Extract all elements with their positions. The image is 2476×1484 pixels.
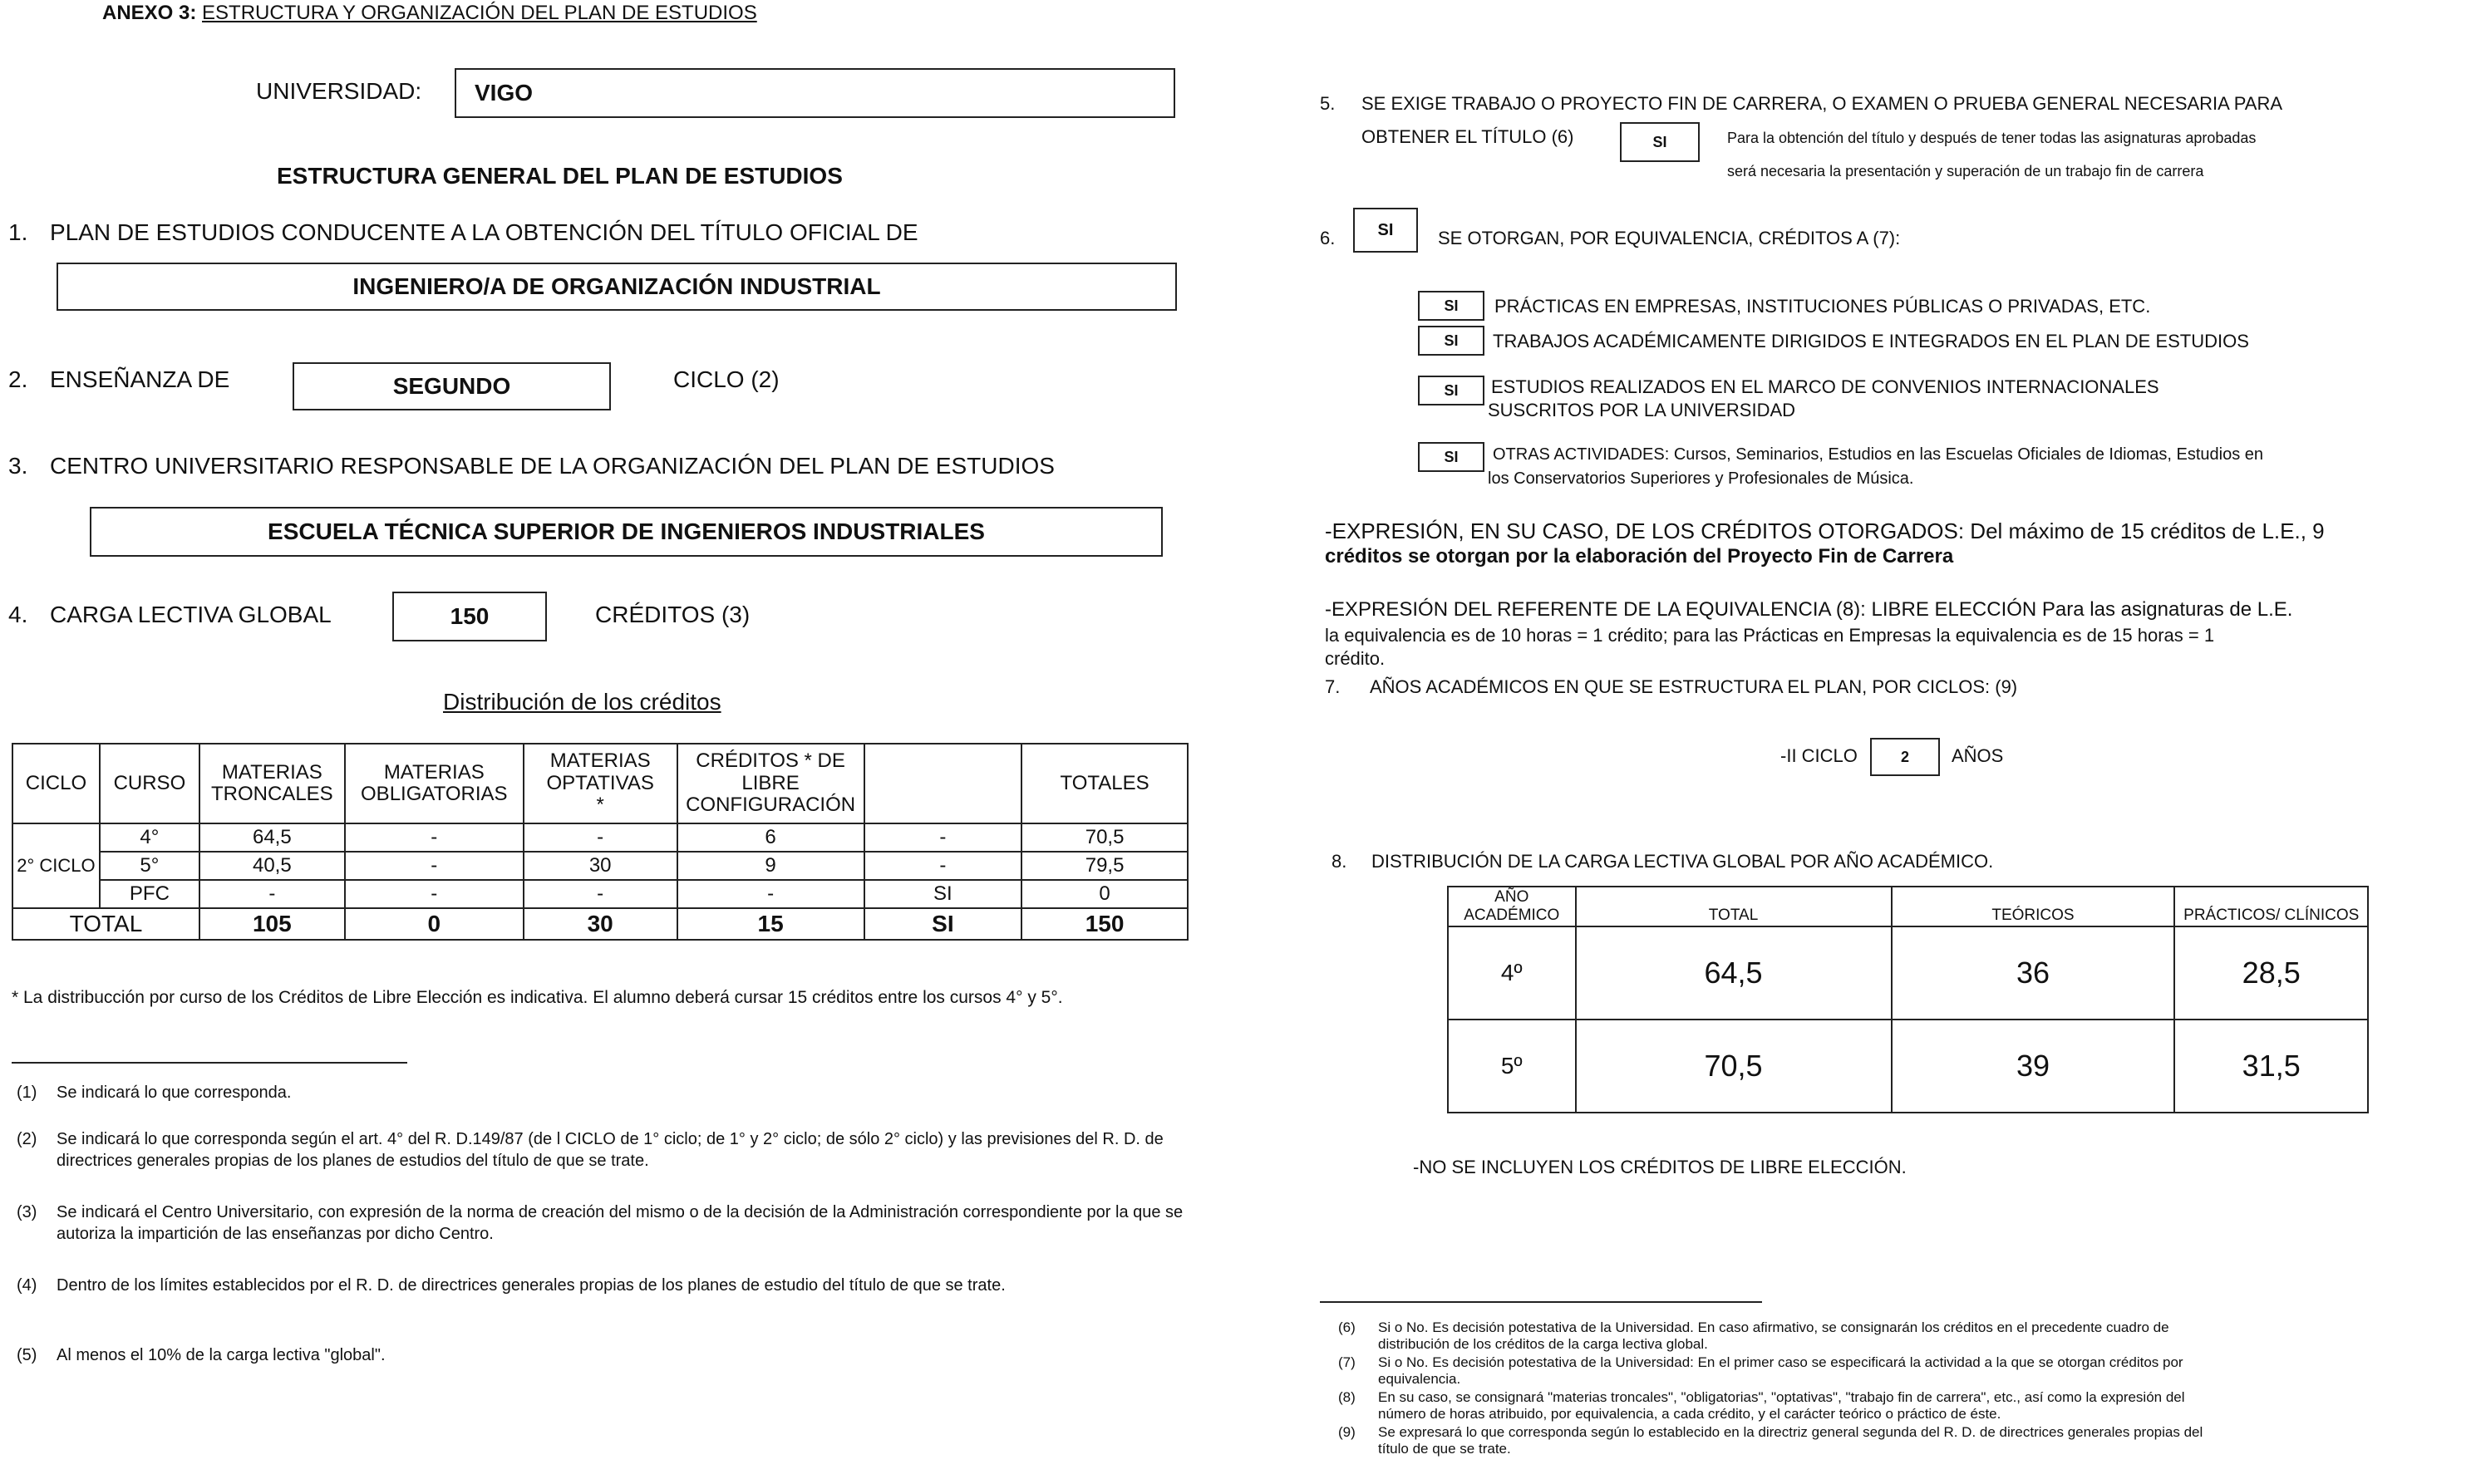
year-table: [1447, 886, 2369, 1113]
footnote-text: Se indicará el Centro Universitario, con expresión de la norma de creación del mismo o de la decisión de la Administración correspondiente por la que se autoriza la impartición de las enseñanzas por dicho Centro.: [57, 1203, 1184, 1243]
item2-suffix: CICLO (2): [673, 366, 780, 392]
footnote-number: (2): [17, 1130, 37, 1148]
item6-option-2-box: [1418, 326, 1484, 356]
item3-num: 3.: [8, 453, 28, 479]
footnote-text: Si o No. Es decisión potestativa de la Universidad. En caso afirmativo, se consignarán los créditos en el precedente cuadro de: [1378, 1319, 2169, 1335]
table-cell: 4º: [1448, 926, 1576, 1020]
item3-text: CENTRO UNIVERSITARIO RESPONSABLE DE LA ORGANIZACIÓN DEL PLAN DE ESTUDIOS: [50, 453, 1055, 479]
item1-num: 1.: [8, 219, 28, 245]
table-cell: 30: [524, 852, 677, 880]
expresion2-line3: crédito.: [1325, 648, 1386, 669]
footnote-text: Se indicará lo que corresponda según el art. 4° del R. D.149/87 (de l CICLO de 1° ciclo; de 1° y 2° ciclo; de sólo 2° ciclo) y las previsiones del R. D. de directrices generales propias de los planes de estudios del título de que se trate.: [57, 1130, 1164, 1170]
item6-option-4-box: [1418, 442, 1484, 472]
table-cell: 70,5: [1021, 823, 1188, 852]
table-cell: PFC: [100, 880, 199, 908]
table-cell: 5°: [100, 852, 199, 880]
item2-num: 2.: [8, 366, 28, 392]
item5-note1: Para la obtención del título y después de tener todas las asignaturas aprobadas: [1727, 130, 2257, 146]
header-curso: CURSO: [100, 744, 199, 823]
footnote-text-2: equivalencia.: [1378, 1371, 1461, 1387]
table-cell: 4°: [100, 823, 199, 852]
item4-num: 4.: [8, 602, 28, 627]
item6-option-2-value: SI: [1444, 332, 1459, 349]
universidad-label: UNIVERSIDAD:: [256, 78, 422, 104]
item2-label: ENSEÑANZA DE: [50, 366, 230, 392]
footnote-number: (3): [17, 1203, 37, 1221]
item6-option-3-value: SI: [1444, 381, 1459, 399]
item3-value-text: ESCUELA TÉCNICA SUPERIOR DE INGENIEROS INDUSTRIALES: [268, 518, 985, 544]
item2-value: [293, 362, 611, 410]
header-ciclo: CICLO: [12, 744, 100, 823]
table-cell: -: [345, 880, 524, 908]
cycle-label: 2° CICLO: [12, 823, 100, 908]
item6-option-4-value: SI: [1444, 448, 1459, 465]
distribution-title: Distribución de los créditos: [443, 689, 721, 715]
total-cell: 150: [1021, 908, 1188, 940]
item6-text: SE OTORGAN, POR EQUIVALENCIA, CRÉDITOS A (7):: [1438, 228, 1901, 248]
table-cell: 0: [1021, 880, 1188, 908]
header-teoricos: TEÓRICOS: [1892, 887, 2175, 926]
item6-option-1-text: PRÁCTICAS EN EMPRESAS, INSTITUCIONES PÚBLICAS O PRIVADAS, ETC.: [1494, 296, 2151, 317]
table-cell: 64,5: [199, 823, 345, 852]
left-footnote-1: [17, 1082, 1197, 1103]
item7-value-text: 2: [1900, 748, 1909, 765]
item6-option-3-box: [1418, 376, 1484, 405]
table-cell: 9: [677, 852, 864, 880]
right-footnote-7: [1338, 1354, 2470, 1388]
credits-table-header: [12, 744, 1188, 823]
footnote-text-2: distribución de los créditos de la carga lectiva global.: [1378, 1336, 1708, 1352]
item5-line1: SE EXIGE TRABAJO O PROYECTO FIN DE CARRERA, O EXAMEN O PRUEBA GENERAL NECESARIA PARA: [1361, 93, 2283, 114]
item2-value-text: SEGUNDO: [392, 373, 511, 399]
item6-option-4-text2: los Conservatorios Superiores y Profesionales de Música.: [1488, 469, 1914, 488]
left-footnote-rule: [12, 1062, 407, 1064]
expresion1-line1: -EXPRESIÓN, EN SU CASO, DE LOS CRÉDITOS OTORGADOS: Del máximo de 15 créditos de L.E., 9: [1325, 518, 2325, 543]
right-footnote-9: [1338, 1424, 2470, 1457]
item8-note: -NO SE INCLUYEN LOS CRÉDITOS DE LIBRE ELECCIÓN.: [1413, 1157, 1907, 1177]
footnote-number: (1): [17, 1084, 37, 1102]
table-cell: 28,5: [2174, 926, 2368, 1020]
footnote-number: (5): [17, 1346, 37, 1364]
universidad-value: [455, 68, 1175, 118]
item1-text: PLAN DE ESTUDIOS CONDUCENTE A LA OBTENCIÓN DEL TÍTULO OFICIAL DE: [50, 219, 918, 245]
item6-option-3-text: ESTUDIOS REALIZADOS EN EL MARCO DE CONVENIOS INTERNACIONALES: [1491, 376, 2159, 397]
item6-option-2-text: TRABAJOS ACADÉMICAMENTE DIRIGIDOS E INTEGRADOS EN EL PLAN DE ESTUDIOS: [1493, 331, 2249, 351]
table-cell: -: [864, 852, 1022, 880]
header-optativas: [524, 744, 677, 823]
item6-option-1-value: SI: [1444, 297, 1459, 314]
footnote-text: Se expresará lo que corresponda según lo establecido en la directriz general segunda del R. D. de directrices generales propias del: [1378, 1424, 2203, 1440]
item5-note2: será necesaria la presentación y superación de un trabajo fin de carrera: [1727, 163, 2204, 179]
left-footnote-2: [17, 1128, 1197, 1172]
footnote-text: En su caso, se consignará "materias troncales", "obligatorias", "optativas", "trabajo fin de carrera", etc., así como la expresión del: [1378, 1389, 2185, 1405]
table-cell: -: [345, 852, 524, 880]
table-cell: 79,5: [1021, 852, 1188, 880]
total-row: [12, 908, 1188, 940]
footnote-number: (7): [1338, 1354, 1356, 1370]
table-cell: -: [345, 823, 524, 852]
footnote-text: Si o No. Es decisión potestativa de la Universidad: En el primer caso se especificará la actividad a la que se otorgan créditos por: [1378, 1354, 2183, 1370]
table-cell: 64,5: [1576, 926, 1892, 1020]
right-footnote-8: [1338, 1389, 2470, 1423]
header-practicos: PRÁCTICOS/ CLÍNICOS: [2174, 887, 2368, 926]
total-cell: 105: [199, 908, 345, 940]
item3-value: [90, 507, 1163, 557]
header-libre: CRÉDITOS * DE LIBRE CONFIGURACIÓN: [677, 744, 864, 823]
right-footnote-6: [1338, 1319, 2470, 1353]
item1-value-text: INGENIERO/A DE ORGANIZACIÓN INDUSTRIAL: [352, 273, 881, 299]
left-footnote-5: [17, 1344, 1197, 1366]
item4-suffix: CRÉDITOS (3): [595, 602, 751, 627]
header-ano: AÑO ACADÉMICO: [1448, 887, 1576, 926]
table-row: [1448, 926, 2368, 1020]
table-cell: -: [524, 823, 677, 852]
header-troncales: MATERIAS TRONCALES: [199, 744, 345, 823]
footnote-text: Se indicará lo que corresponda.: [57, 1084, 292, 1102]
item6-option-4-text: OTRAS ACTIVIDADES: Cursos, Seminarios, Estudios en las Escuelas Oficiales de Idiomas, Estudios en: [1493, 445, 2264, 464]
item7-num: 7.: [1325, 676, 1341, 697]
annex-title: ESTRUCTURA Y ORGANIZACIÓN DEL PLAN DE ESTUDIOS: [202, 2, 757, 24]
expresion2-line1: -EXPRESIÓN DEL REFERENTE DE LA EQUIVALENCIA (8): LIBRE ELECCIÓN Para las asignaturas de L.E.: [1325, 598, 2293, 621]
header-total: TOTAL: [1576, 887, 1892, 926]
item6-value: [1353, 208, 1418, 253]
footnote-text-2: número de horas atribuido, por equivalencia, a cada crédito, y el carácter teórico o práctico de éste.: [1378, 1406, 2001, 1422]
item5-line2: OBTENER EL TÍTULO (6): [1361, 126, 1574, 147]
credits-table: [12, 743, 1189, 941]
footnote-text: Al menos el 10% de la carga lectiva "global".: [57, 1346, 386, 1364]
total-cell: SI: [864, 908, 1022, 940]
total-label: TOTAL: [12, 908, 199, 940]
item4-value-text: 150: [450, 603, 490, 629]
footnote-number: (6): [1338, 1319, 1356, 1335]
header-obligatorias: MATERIAS OBLIGATORIAS: [345, 744, 524, 823]
table-cell: 70,5: [1576, 1020, 1892, 1113]
table-cell: 6: [677, 823, 864, 852]
expresion1-line2: créditos se otorgan por la elaboración del Proyecto Fin de Carrera: [1325, 545, 1954, 568]
table-cell: -: [524, 880, 677, 908]
item6-option-3-text2: SUSCRITOS POR LA UNIVERSIDAD: [1488, 400, 1796, 420]
footnote-number: (9): [1338, 1424, 1356, 1440]
total-cell: 15: [677, 908, 864, 940]
table-row: [12, 852, 1188, 880]
header-blank: [864, 744, 1022, 823]
item6-option-1-box: [1418, 291, 1484, 321]
table-row: [12, 880, 1188, 908]
item8-text: DISTRIBUCIÓN DE LA CARGA LECTIVA GLOBAL POR AÑO ACADÉMICO.: [1371, 851, 1994, 872]
item7-suffix: AÑOS: [1952, 745, 2004, 766]
table-cell: -: [677, 880, 864, 908]
table-row: [1448, 1020, 2368, 1113]
universidad-value-text: VIGO: [475, 80, 534, 106]
total-cell: 0: [345, 908, 524, 940]
item5-num: 5.: [1320, 93, 1336, 114]
item4-value: [392, 592, 547, 641]
header-optativas-star: *: [596, 794, 604, 817]
table-cell: SI: [864, 880, 1022, 908]
item7-text: AÑOS ACADÉMICOS EN QUE SE ESTRUCTURA EL PLAN, POR CICLOS: (9): [1370, 676, 2018, 697]
note-star: * La distribucción por curso de los Créditos de Libre Elección es indicativa. El alumno deberá cursar 15 créditos entre los cursos 4° y 5°.: [12, 988, 1063, 1007]
item5-value: [1620, 122, 1700, 162]
item4-label: CARGA LECTIVA GLOBAL: [50, 602, 332, 627]
expresion2-line2: la equivalencia es de 10 horas = 1 crédito; para las Prácticas en Empresas la equivalencia es de 15 horas = 1: [1325, 625, 2215, 646]
footnote-text: Dentro de los límites establecidos por el R. D. de directrices generales propias de los planes de estudio del título de que se trate.: [57, 1276, 1006, 1295]
footnote-text-2: título de que se trate.: [1378, 1441, 1511, 1457]
total-cell: 30: [524, 908, 677, 940]
item1-value: [57, 263, 1177, 311]
table-cell: 31,5: [2174, 1020, 2368, 1113]
table-cell: 5º: [1448, 1020, 1576, 1113]
header-optativas-text: MATERIAS OPTATIVAS: [546, 749, 654, 794]
header-totales: TOTALES: [1021, 744, 1188, 823]
annex-prefix: ANEXO 3:: [102, 2, 197, 24]
table-row: [12, 823, 1188, 852]
table-cell: 36: [1892, 926, 2175, 1020]
table-cell: 40,5: [199, 852, 345, 880]
general-title: ESTRUCTURA GENERAL DEL PLAN DE ESTUDIOS: [277, 163, 843, 189]
item7-label: -II CICLO: [1780, 745, 1858, 766]
table-cell: -: [199, 880, 345, 908]
item6-value-text: SI: [1377, 220, 1394, 239]
left-footnote-3: [17, 1201, 1197, 1245]
annex-heading: [102, 2, 757, 25]
item6-num: 6.: [1320, 228, 1336, 248]
table-cell: -: [864, 823, 1022, 852]
item7-value: [1870, 738, 1940, 776]
year-table-header: [1448, 887, 2368, 926]
right-footnote-rule: [1320, 1301, 1762, 1303]
left-footnote-4: [17, 1275, 1197, 1296]
item8-num: 8.: [1332, 851, 1347, 872]
item5-value-text: SI: [1652, 133, 1667, 150]
footnote-number: (4): [17, 1276, 37, 1295]
footnote-number: (8): [1338, 1389, 1356, 1405]
table-cell: 39: [1892, 1020, 2175, 1113]
